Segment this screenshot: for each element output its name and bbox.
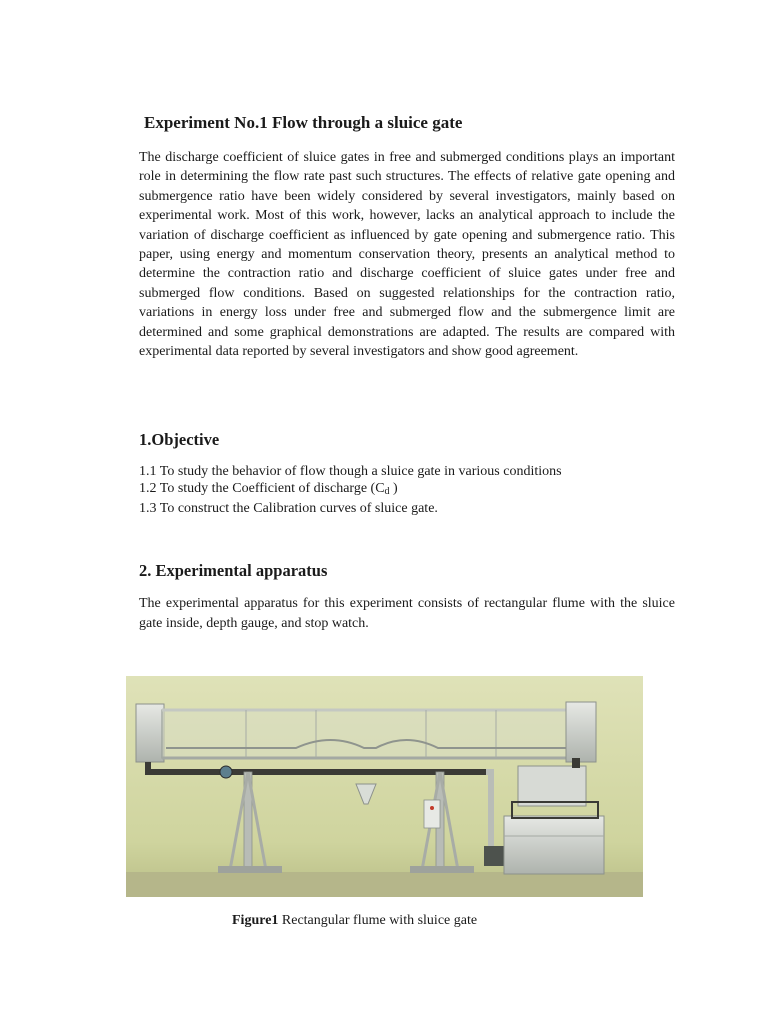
apparatus-heading: 2. Experimental apparatus bbox=[139, 561, 328, 580]
figure-caption bbox=[232, 913, 477, 929]
objective-item-1: 1.1 To study the behavior of flow though a sluice gate in various conditions bbox=[139, 464, 562, 479]
document-title: Experiment No.1 Flow through a sluice gate bbox=[144, 113, 463, 132]
objective-item-2-close: ) bbox=[389, 481, 398, 496]
subscript-d: d bbox=[384, 486, 390, 497]
flume-channel bbox=[162, 710, 570, 758]
figure-caption-text: Rectangular flume with sluice gate bbox=[278, 913, 478, 928]
outlet-box bbox=[566, 702, 596, 762]
objective-list bbox=[139, 463, 562, 517]
objective-item-3: 1.3 To construct the Calibration curves of sluice gate. bbox=[139, 501, 438, 516]
photo-floor bbox=[126, 872, 643, 897]
flume-photo bbox=[126, 676, 643, 897]
objective-heading: 1.Objective bbox=[139, 430, 220, 449]
objective-item-2-text: 1.2 To study the Coefficient of discharge (C bbox=[139, 481, 385, 496]
objective-item-2 bbox=[139, 480, 562, 500]
reservoir-lid bbox=[518, 766, 586, 806]
intro-paragraph: The discharge coefficient of sluice gates in free and submerged conditions plays an important role in determining the flow rate past such structures. The effects of relative gate opening and submergence ratio have been widely considered by several investigators, mainly based on experimental work. Most of this work, however, lacks an analytical approach to include the variation of discharge coefficient as influenced by gate opening and submergence ratio. This paper, using energy and momentum conservation theory, presents an analytical method to determine the contraction ratio and discharge coefficient of sluice gates under free and submerged flow conditions. Based on suggested relationships for the contraction ratio, variations in energy loss under free and submerged flow and the submergence limit are determined and some graphical demonstrations are adapted. The results are compared with experimental data reported by several investigators and show good agreement. bbox=[139, 150, 675, 360]
control-box bbox=[424, 800, 440, 828]
apparatus-paragraph: The experimental apparatus for this experiment consists of rectangular flume with the sluice gate inside, depth gauge, and stop watch. bbox=[139, 596, 675, 631]
pump bbox=[484, 846, 506, 866]
flow-meter bbox=[220, 766, 232, 778]
reservoir-tank bbox=[504, 816, 604, 874]
figure-caption-label: Figure1 bbox=[232, 913, 279, 928]
left-tank bbox=[136, 704, 164, 762]
